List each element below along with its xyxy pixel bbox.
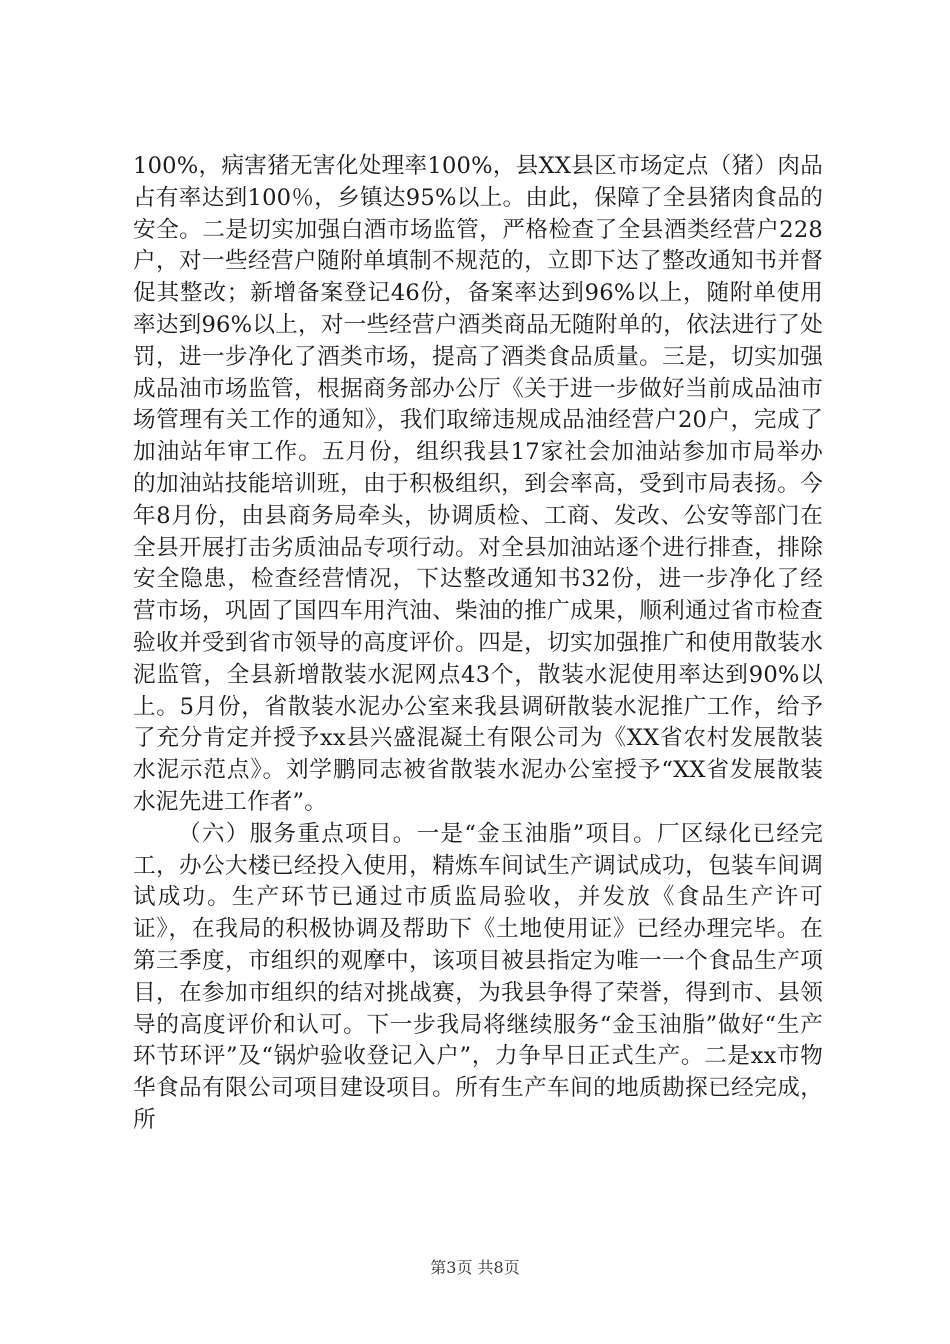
document-body: [133, 151, 823, 1137]
body-paragraph-2: （六）服务重点项目。一是“金玉油脂”项目。厂区绿化已经完工，办公大楼已经投入使用，精炼车间试生产调试成功，包装车间调试成功。生产环节已通过市质监局验收，并发放《食品生产许可证》，在我局的积极协调及帮助下《土地使用证》已经办理完毕。在第三季度，市组织的观摩中，该项目被县指定为唯一一个食品生产项目，在参加市组织的结对挑战赛，为我县争得了荣誉，得到市、县领导的高度评价和认可。下一步我局将继续服务“金玉油脂”做好“生产环节环评”及“锅炉验收登记入户”，力争早日正式生产。二是xx市物华食品有限公司项目建设项目。所有生产车间的地质勘探已经完成，所: [133, 820, 823, 1133]
page-footer: [0, 1255, 950, 1278]
page-number-label: 第3页 共8页: [430, 1258, 520, 1277]
body-paragraph-1: 100%，病害猪无害化处理率100%，县XX县区市场定点（猪）肉品占有率达到100％，乡镇达95%以上。由此，保障了全县猪肉食品的安全。二是切实加强白酒市场监管，严格检查了全县酒类经营户228户，对一些经营户随附单填制不规范的，立即下达了整改通知书并督促其整改；新增备案登记46份，备案率达到96%以上，随附单使用率达到96%以上，对一些经营户酒类商品无随附单的，依法进行了处罚，进一步净化了酒类市场，提高了酒类食品质量。三是，切实加强成品油市场监管，根据商务部办公厅《关于进一步做好当前成品油市场管理有关工作的通知》，我们取缔违规成品油经营户20户，完成了加油站年审工作。五月份，组织我县17家社会加油站参加市局举办的加油站技能培训班，由于积极组织，到会率高，受到市局表扬。今年8月份，由县商务局牵头，协调质检、工商、发改、公安等部门在全县开展打击劣质油品专项行动。对全县加油站逐个进行排查，排除安全隐患，检查经营情况，下达整改通知书32份，进一步净化了经营市场，巩固了国四车用汽油、柴油的推广成果，顺利通过省市检查验收并受到省市领导的高度评价。四是，切实加强推广和使用散装水泥监管，全县新增散装水泥网点43个，散装水泥使用率达到90%以上。5月份，省散装水泥办公室来我县调研散装水泥推广工作，给予了充分肯定并授予xx县兴盛混凝土有限公司为《XX省农村发展散装水泥示范点》。刘学鹏同志被省散装水泥办公室授予“XX省发展散装水泥先进工作者”。: [133, 153, 823, 815]
